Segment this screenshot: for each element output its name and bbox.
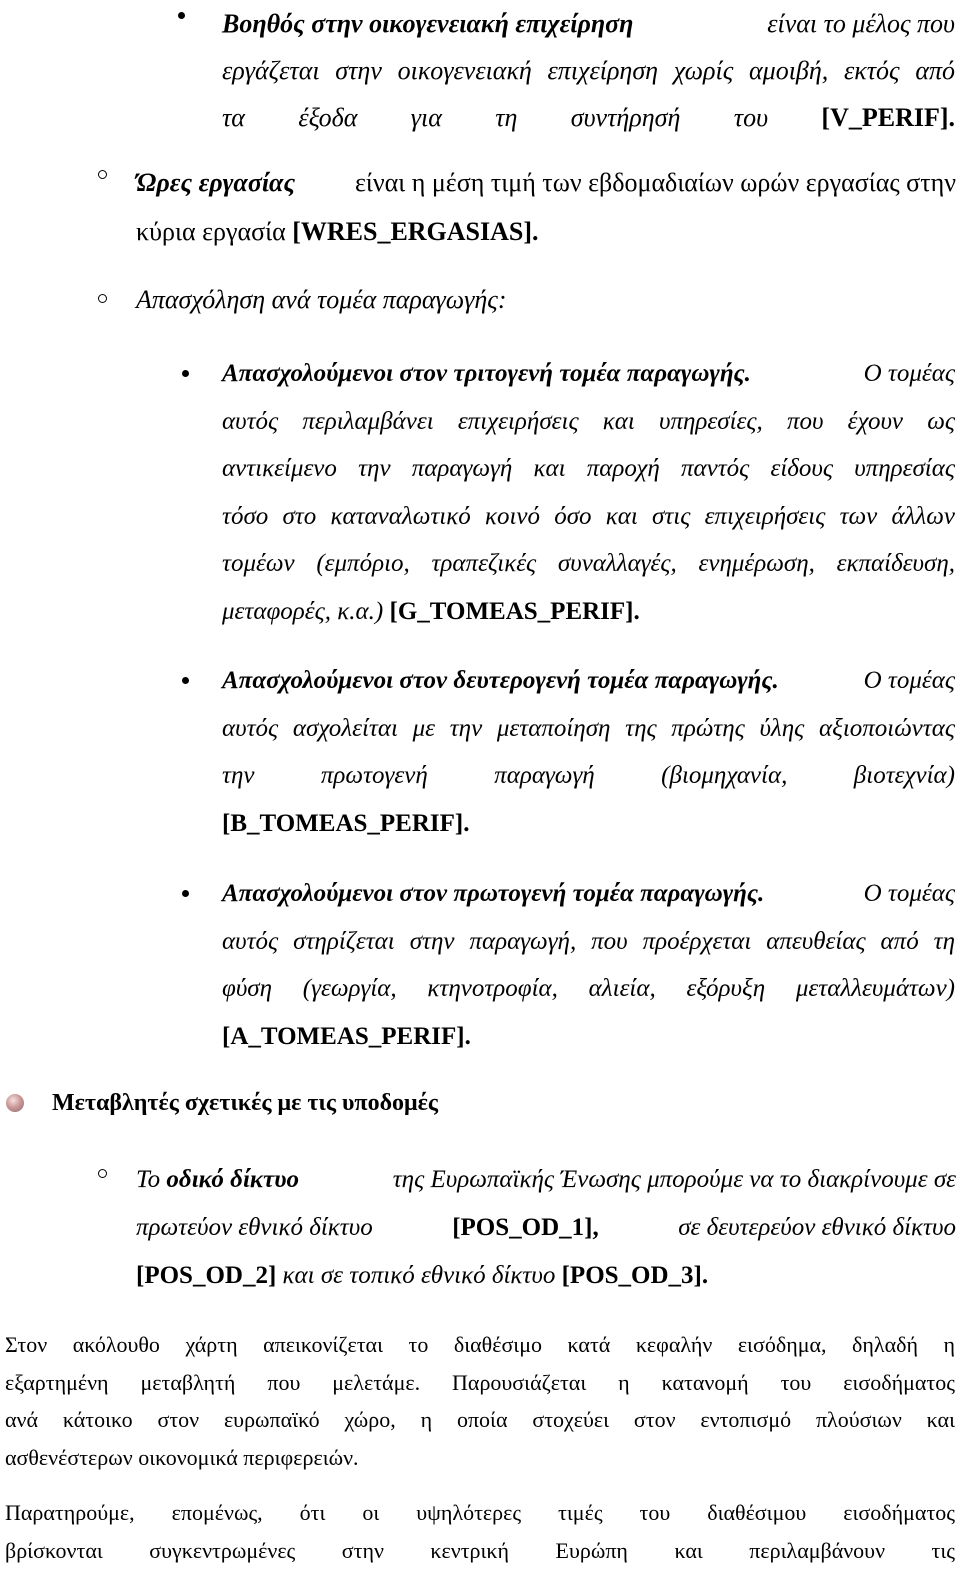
- bullet-circle-icon: [98, 1169, 107, 1178]
- tritogenis-line-1: Απασχολούμενοι στον τριτογενή τομέα παραγωγής. Ο τομέας: [222, 350, 955, 398]
- paragraph-2: Παρατηρούμε, επομένως, ότι οι υψηλότερες τιμές του διαθέσιμου εισοδήματος βρίσκονται συγκεντρωμένες στην κεντρική Ευρώπη και περιλαμβάνουν τις: [5, 1500, 955, 1563]
- voithos-line-3: τα έξοδα για τη συντήρησή του [V_PERIF].: [222, 103, 956, 132]
- item-ores: [136, 158, 956, 256]
- section-title: Μεταβλητές σχετικές με τις υποδομές: [52, 1090, 439, 1116]
- bullet-dot-icon: [178, 12, 185, 19]
- bullet-circle-icon: [98, 170, 107, 179]
- item-defterogenis: Απασχολούμενοι στον δευτερογενή τομέα παραγωγής. Ο τομέας αυτός ασχολείται με την μεταποίηση της πρώτης ύλης αξιοποιώντας την πρωτογενή παραγωγή (βιομηχανία, βιοτεχνία) [B_TOMEAS_PERIF].: [222, 657, 955, 847]
- section-bullet-icon: [6, 1094, 24, 1112]
- voithos-line1-rest: είναι το μέλος που: [767, 9, 955, 38]
- ores-term: Ώρες εργασίας: [136, 168, 296, 197]
- voithos-line-2: εργάζεται στην οικογενειακή επιχείρηση χωρίς αμοιβή, εκτός από: [222, 56, 955, 85]
- ores-line1-rest: είναι η μέση τιμή των εβδομαδιαίων ωρών εργασίας στην: [354, 168, 956, 197]
- voithos-term: Βοηθός στην οικογενειακή επιχείρηση: [222, 9, 634, 38]
- ores-line-2: κύρια εργασία [WRES_ERGASIAS].: [136, 217, 539, 246]
- tritogenis-code: [G_TOMEAS_PERIF].: [389, 597, 640, 625]
- bullet-dot-icon: [182, 677, 189, 684]
- item-odiko: Το οδικό δίκτυο της Ευρωπαϊκής Ένωσης μπορούμε να το διακρίνουμε σε πρωτεύον εθνικό δίκτυο [POS_OD_1], σε δευτερεύον εθνικό δίκτυο [POS_OD_2] και σε τοπικό εθνικό δίκτυο [POS_OD_3].: [136, 1166, 956, 1289]
- voithos-line-1: [222, 0, 955, 47]
- ores-line-1: [136, 158, 956, 207]
- bullet-dot-icon: [182, 890, 189, 897]
- tritogenis-line-6: μεταφορές, κ.α.) [G_TOMEAS_PERIF].: [222, 597, 640, 625]
- voithos-code: [V_PERIF].: [821, 103, 956, 132]
- odiko-term: οδικό δίκτυο: [166, 1166, 299, 1193]
- item-tritogenis: Απασχολούμενοι στον τριτογενή τομέα παραγωγής. Ο τομέας αυτός περιλαμβάνει επιχειρήσεις και υπηρεσίες, που έχουν ως αντικείμενο την παραγωγή και παροχή παντός είδους υπηρεσίας τόσο στο καταναλωτικό κοινό όσο και στις επιχειρήσεις των άλλων τομέων (εμπόριο, τραπεζικές συναλλαγές, ενημέρωση, εκπαίδευση, μεταφορές, κ.α.) [G_TOMEAS_PERIF].: [222, 350, 955, 635]
- protogenis-term: Απασχολούμενοι στον πρωτογενή τομέα παραγωγής.: [222, 880, 765, 907]
- protogenis-code: [A_TOMEAS_PERIF].: [222, 1022, 471, 1050]
- defterogenis-code: [B_TOMEAS_PERIF].: [222, 809, 470, 837]
- odiko-code-1: [POS_OD_1],: [452, 1214, 599, 1241]
- apasxolisi-heading: Απασχόληση ανά τομέα παραγωγής:: [136, 285, 507, 314]
- item-voithos: [222, 0, 955, 141]
- paragraph-1: Στον ακόλουθο χάρτη απεικονίζεται το διαθέσιμο κατά κεφαλήν εισόδημα, δηλαδή η εξαρτημένη μεταβλητή που μελετάμε. Παρουσιάζεται η κατανομή του εισοδήματος ανά κάτοικο στον ευρωπαϊκό χώρο, η οποία στοχεύει στον εντοπισμό πλούσιων και ασθενέστερων οικονομικά περιφερειών.: [5, 1332, 955, 1470]
- odiko-code-3: [POS_OD_3].: [561, 1262, 709, 1289]
- ores-code: [WRES_ERGASIAS].: [292, 217, 539, 246]
- bullet-dot-icon: [182, 370, 189, 377]
- bullet-circle-icon: [98, 294, 107, 303]
- tritogenis-term: Απασχολούμενοι στον τριτογενή τομέα παραγωγής.: [222, 360, 751, 387]
- item-protogenis: Απασχολούμενοι στον πρωτογενή τομέα παραγωγής. Ο τομέας αυτός στηρίζεται στην παραγωγή, που προέρχεται απευθείας από τη φύση (γεωργία, κτηνοτροφία, αλιεία, εξόρυξη μεταλλευμάτων) [A_TOMEAS_PERIF].: [222, 870, 955, 1060]
- defterogenis-term: Απασχολούμενοι στον δευτερογενή τομέα παραγωγής.: [222, 667, 779, 694]
- odiko-code-2: [POS_OD_2]: [136, 1262, 277, 1289]
